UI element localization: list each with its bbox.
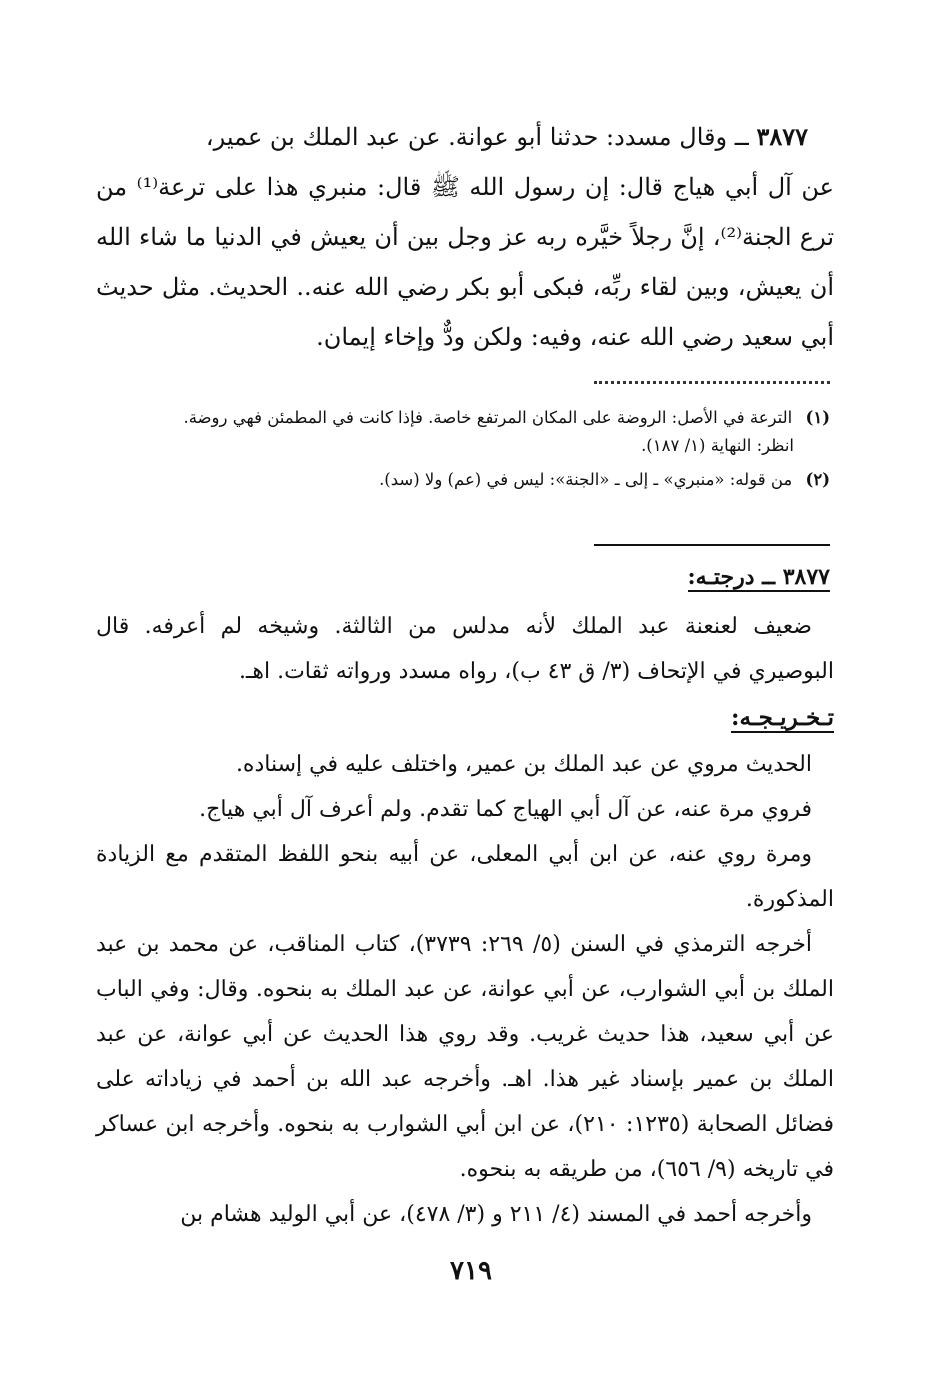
- footnote-mark: (١): [805, 408, 830, 427]
- footnote-text: الترعة في الأصل: الروضة على المكان المرتفع خاصة. فإذا كانت في المطمئن فهي روضة.: [183, 408, 793, 427]
- takhrij-paragraph: فروي مرة عنه، عن آل أبي الهياج كما تقدم. ولم أعرف آل أبي هياج.: [199, 797, 812, 822]
- hadith-first-line: [96, 112, 834, 162]
- footnote-2: [96, 466, 830, 494]
- takhrij-paragraph: ومرة روي عنه، عن ابن أبي المعلى، عن أبيه بنحو اللفظ المتقدم مع الزيادة المذكورة.: [96, 842, 834, 912]
- hadith-text-rest: عن آل أبي هياج قال: إن رسول الله ﷺ قال: منبري هذا على ترعة⁽¹⁾ من ترع الجنة⁽²⁾، إنَّ رجلاً خيَّره ربه عز وجل بين أن يعيش في الدنيا ما شاء الله أن يعيش، وبين لقاء ربِّه، فبكى أبو بكر رضي الله عنه.. الحديث. مثل حديث أبي سعيد رضي الله عنه، وفيه: ولكن ودٌّ وإخاء إيمان.: [96, 173, 834, 351]
- footnote-mark: (٢): [805, 470, 830, 489]
- grade-text-block: [96, 604, 834, 694]
- grade-heading-text: ٣٨٧٧ ــ درجتـه:: [687, 564, 830, 590]
- footnote-text: من قوله: «منبري» ـ إلى ـ «الجنة»: ليس في (عم) ولا (سد).: [379, 470, 793, 489]
- grade-text: ضعيف لعنعنة عبد الملك لأنه مدلس من الثالثة. وشيخه لم أعرفه. قال البوصيري في الإتحاف (٣/ ق ٤٣ ب)، رواه مسدد ورواته ثقات. اهـ.: [96, 614, 834, 684]
- footnotes: [96, 404, 830, 500]
- hadith-number: ٣٨٧٧: [756, 122, 808, 151]
- takhrij-heading-text: تـخـريـجـه:: [731, 704, 834, 731]
- takhrij-text-block: [96, 742, 834, 1237]
- page-number: ٧١٩: [450, 1256, 492, 1286]
- footnote-continuation: انظر: النهاية (١/ ١٨٧).: [641, 436, 794, 455]
- footnote-separator: [594, 372, 830, 384]
- grade-heading: [688, 560, 831, 594]
- section-divider: [594, 544, 830, 546]
- takhrij-heading: [731, 700, 834, 736]
- footnote-1: [96, 404, 830, 460]
- hadith-text-line1: وقال مسدد: حدثنا أبو عوانة. عن عبد الملك بن عمير،: [205, 123, 728, 151]
- hadith-dash: ــ: [734, 123, 749, 151]
- takhrij-paragraph: الحديث مروي عن عبد الملك بن عمير، واختلف عليه في إسناده.: [235, 752, 812, 777]
- takhrij-paragraph: أخرجه الترمذي في السنن (٥/ ٢٦٩: ٣٧٣٩)، كتاب المناقب، عن محمد بن عبد الملك بن أبي الشوارب، عن أبي عوانة، عن عبد الملك به بنحوه. وقال: وفي الباب عن أبي سعيد، هذا حديث غريب. وقد روي هذا الحديث عن أبي عوانة، عن عبد الملك بن عمير بإسناد غير هذا. اهـ. وأخرجه عبد الله بن أحمد في زياداته على فضائل الصحابة (١٢٣٥: ٢١٠)، عن ابن أبي الشوارب به بنحوه. وأخرجه ابن عساكر في تاريخه (٩/ ٦٥٦)، من طريقه به بنحوه.: [96, 932, 835, 1182]
- hadith-text-block: [96, 112, 834, 362]
- takhrij-paragraph: وأخرجه أحمد في المسند (٤/ ٢١١ و (٣/ ٤٧٨)، عن أبي الوليد هشام بن: [180, 1202, 812, 1227]
